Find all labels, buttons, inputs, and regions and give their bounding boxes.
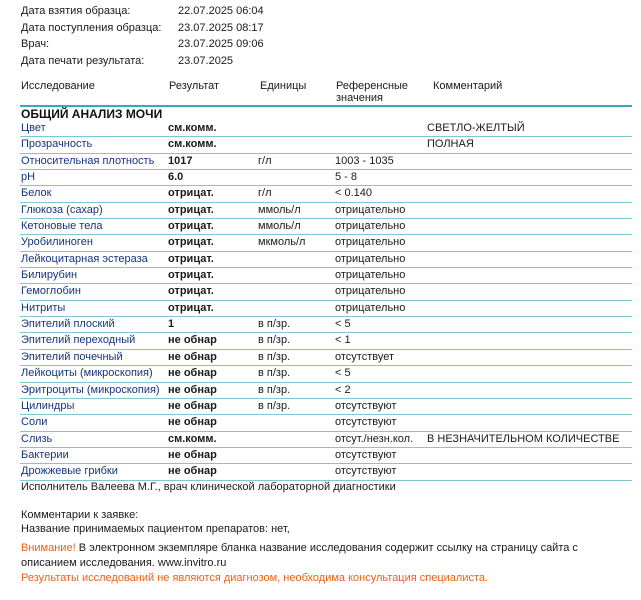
test-result: см.комм. <box>168 122 217 134</box>
test-comment: СВЕТЛО-ЖЕЛТЫЙ <box>427 122 525 134</box>
test-result: не обнар <box>168 350 217 363</box>
test-unit: в п/зр. <box>258 318 291 331</box>
test-result: 1017 <box>168 154 193 167</box>
table-row <box>20 252 632 268</box>
test-name: Эпителий плоский <box>21 318 115 331</box>
test-name: Лейкоциты (микроскопия) <box>21 367 153 380</box>
table-row <box>20 154 632 170</box>
test-unit: ммоль/л <box>258 203 301 216</box>
table-row <box>20 448 632 464</box>
test-unit: в п/зр. <box>258 383 291 396</box>
notice-disclaimer: Результаты исследований не являются диагнозом, необходима консультация специалиста. <box>21 572 489 584</box>
test-name: Уробилиноген <box>21 236 93 249</box>
test-name: Относительная плотность <box>21 154 155 167</box>
meta-label: Дата печати результата: <box>21 54 145 67</box>
test-name: Эритроциты (микроскопия) <box>21 383 160 396</box>
test-reference: отрицательно <box>335 220 406 233</box>
test-name: Прозрачность <box>21 138 93 151</box>
test-name: Эпителий почечный <box>21 350 123 363</box>
test-unit: в п/зр. <box>258 334 291 347</box>
table-row <box>20 415 632 431</box>
test-reference: отрицательно <box>335 301 406 314</box>
test-name: Слизь <box>21 432 53 445</box>
header-comment: Комментарий <box>433 80 503 92</box>
test-name: Дрожжевые грибки <box>21 465 118 478</box>
test-name: Билирубин <box>21 269 78 282</box>
test-result: не обнар <box>168 383 217 396</box>
test-reference: отрицательно <box>335 203 406 216</box>
test-result: отрицат. <box>168 220 214 233</box>
test-name: Цвет <box>21 122 46 134</box>
test-result: отрицат. <box>168 269 214 282</box>
table-row <box>20 317 632 333</box>
test-reference: отрицательно <box>335 236 406 249</box>
test-unit: в п/зр. <box>258 367 291 380</box>
table-row <box>20 235 632 251</box>
test-unit: в п/зр. <box>258 350 291 363</box>
notice-text: В электронном экземпляре бланка название исследования содержит ссылку на страницу сайта с описанием исследования. <box>21 542 578 569</box>
table-row <box>20 186 632 202</box>
test-result: отрицат. <box>168 187 214 200</box>
test-result: не обнар <box>168 334 217 347</box>
results-table-header <box>21 80 631 104</box>
header-ref-line1: Референсные <box>336 80 409 92</box>
table-row <box>20 301 632 317</box>
test-result: не обнар <box>168 448 217 461</box>
meta-row-sample-date <box>21 3 264 20</box>
header-name: Исследование <box>21 80 95 92</box>
meta-value: 23.07.2025 09:06 <box>178 38 264 50</box>
test-comment: ПОЛНАЯ <box>427 138 474 151</box>
test-result: не обнар <box>168 367 217 380</box>
test-reference: отрицательно <box>335 285 406 298</box>
test-name: Гемоглобин <box>21 285 81 298</box>
test-name: Эпителий переходный <box>21 334 136 347</box>
notice-attention: Внимание! <box>21 542 76 554</box>
sample-meta <box>21 3 264 69</box>
meta-label: Врач: <box>21 38 50 50</box>
test-reference: < 1 <box>335 334 351 347</box>
meta-label: Дата поступления образца: <box>21 21 162 34</box>
header-ref-line2: значения <box>336 92 384 104</box>
meta-value: 23.07.2025 <box>178 54 234 67</box>
test-name: Лейкоцитарная эстераза <box>21 252 148 265</box>
test-reference: отрицательно <box>335 269 406 282</box>
test-reference: отсутствуют <box>335 416 397 429</box>
test-reference: отсутствуют <box>335 465 397 478</box>
test-result: не обнар <box>168 416 217 429</box>
test-result: отрицат. <box>168 252 214 265</box>
test-name: Соли <box>21 416 48 429</box>
test-reference: отсутствует <box>335 350 395 363</box>
comments-text: Название принимаемых пациентом препаратов: нет, <box>21 523 290 535</box>
order-comments <box>21 508 290 536</box>
test-reference: 5 - 8 <box>335 171 358 184</box>
performer: Исполнитель Валеева М.Г., врач клинической лабораторной диагностики <box>21 481 396 493</box>
table-row <box>20 333 632 349</box>
test-reference: отрицательно <box>335 252 406 265</box>
meta-row-print-date <box>21 53 264 70</box>
test-reference: отсут./незн.кол. <box>335 432 414 445</box>
table-row <box>20 464 632 480</box>
test-result: 1 <box>168 318 175 331</box>
test-result: отрицат. <box>168 301 214 314</box>
test-reference: < 5 <box>335 367 351 380</box>
test-reference: < 5 <box>335 318 351 331</box>
test-result: отрицат. <box>168 203 214 216</box>
table-row <box>20 203 632 219</box>
table-row <box>20 268 632 284</box>
comments-title: Комментарии к заявке: <box>21 509 139 521</box>
table-row <box>20 137 632 153</box>
table-row <box>20 399 632 415</box>
test-name: Цилиндры <box>21 399 75 412</box>
test-name: Белок <box>21 187 52 200</box>
table-row <box>20 350 632 366</box>
test-name: Кетоновые тела <box>21 220 103 233</box>
test-result: 6.0 <box>168 171 184 184</box>
table-row <box>20 284 632 300</box>
header-unit: Единицы <box>260 80 307 92</box>
test-name: Нитриты <box>21 301 66 314</box>
test-unit: в п/зр. <box>258 399 291 412</box>
test-result: см.комм. <box>168 432 217 445</box>
table-row <box>20 121 632 137</box>
test-unit: г/л <box>258 187 272 200</box>
meta-row-received-date <box>21 20 264 37</box>
site-link[interactable]: www.invitro.ru <box>157 557 227 569</box>
test-name: Бактерии <box>21 448 69 461</box>
table-row <box>20 219 632 235</box>
meta-value: 23.07.2025 08:17 <box>178 21 264 34</box>
test-result: не обнар <box>168 465 217 478</box>
results-table <box>20 121 632 481</box>
meta-row-doctor <box>21 36 264 53</box>
test-reference: < 0.140 <box>335 187 373 200</box>
test-result: см.комм. <box>168 138 217 151</box>
test-name: pH <box>21 171 36 184</box>
table-row <box>20 170 632 186</box>
section-title: ОБЩИЙ АНАЛИЗ МОЧИ <box>21 107 163 121</box>
test-unit: мкмоль/л <box>258 236 306 249</box>
test-unit: ммоль/л <box>258 220 301 233</box>
meta-label: Дата взятия образца: <box>21 5 131 17</box>
notice <box>21 541 636 586</box>
test-reference: 1003 - 1035 <box>335 154 394 167</box>
test-reference: отсутствуют <box>335 448 397 461</box>
test-name: Глюкоза (сахар) <box>21 203 103 216</box>
table-row <box>20 432 632 448</box>
test-result: отрицат. <box>168 285 214 298</box>
test-result: отрицат. <box>168 236 214 249</box>
test-unit: г/л <box>258 154 272 167</box>
header-result: Результат <box>169 80 220 92</box>
meta-value: 22.07.2025 06:04 <box>178 5 264 17</box>
test-reference: < 2 <box>335 383 351 396</box>
table-row <box>20 383 632 399</box>
test-reference: отсутствуют <box>335 399 397 412</box>
test-result: не обнар <box>168 399 217 412</box>
table-row <box>20 366 632 382</box>
test-comment: В НЕЗНАЧИТЕЛЬНОМ КОЛИЧЕСТВЕ <box>427 432 620 445</box>
